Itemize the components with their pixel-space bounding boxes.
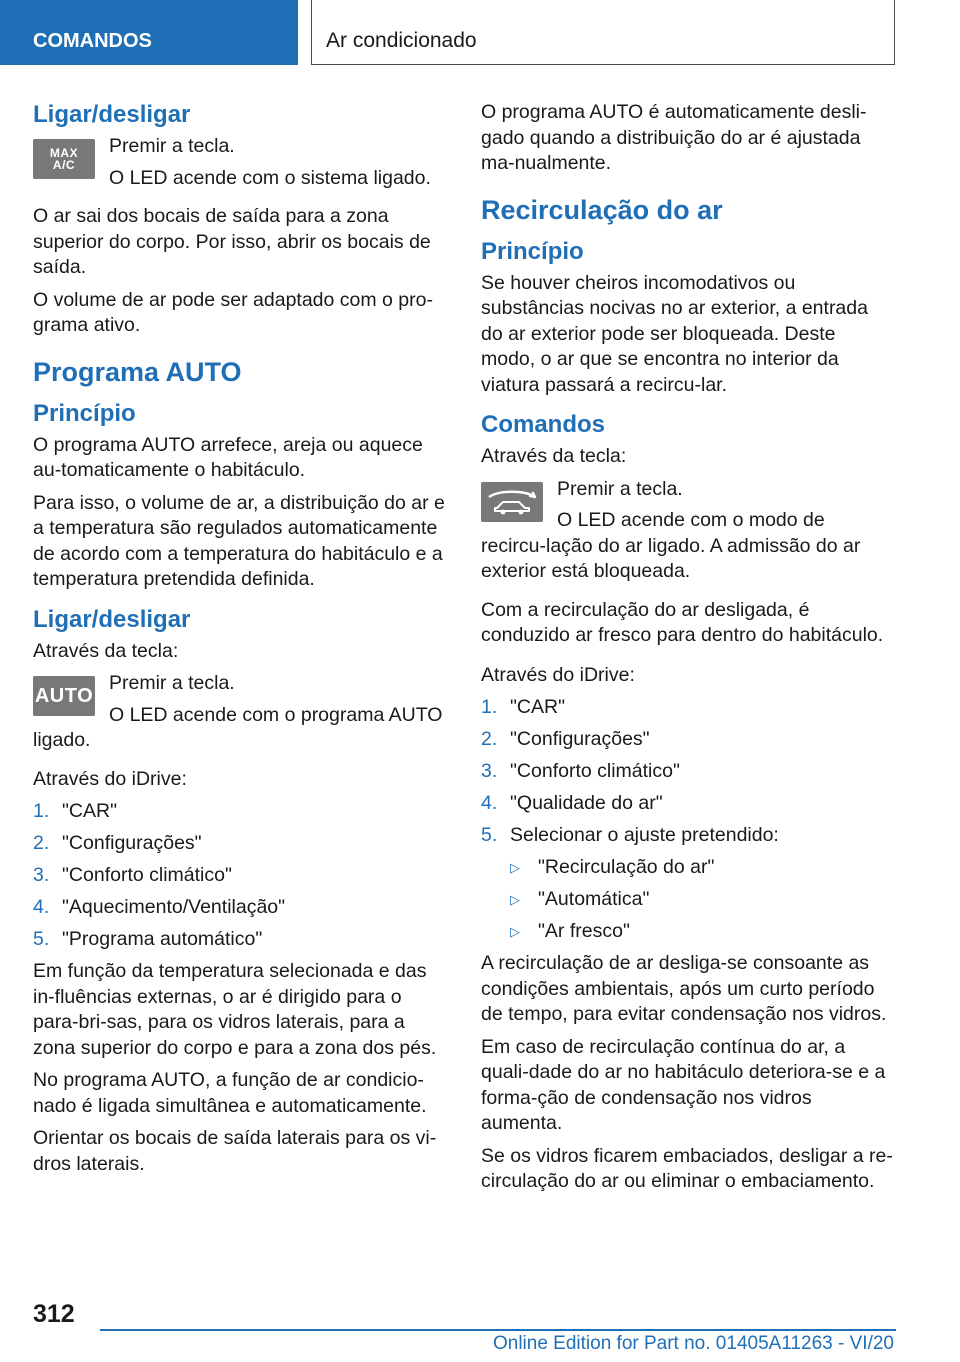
list-item (33, 799, 445, 825)
list-item (481, 695, 895, 721)
auto-paragraph-5: Orientar os bocais de saída laterais para os vi-dros laterais. (33, 1127, 437, 1175)
heading-recirculacao: Recirculação do ar (481, 194, 723, 225)
step-text: "Conforto climático" (510, 760, 680, 782)
step-text: "Configurações" (62, 832, 202, 854)
triangle-bullet-icon: ▷ (510, 860, 520, 875)
chapter-title: Ar condicionado (311, 0, 895, 65)
list-item (481, 791, 895, 817)
max-ac-key-icon (33, 139, 95, 179)
recirc-paragraph-5: Se os vidros ficarem embaciados, desligar a re-circulação do ar ou eliminar o embaciamento. (481, 1144, 893, 1192)
recirc-via-key-text: Através da tecla: (481, 445, 627, 467)
auto-paragraph-2: Para isso, o volume de ar, a distribuição do ar e a temperatura são regulados automaticamente de acordo com a temperatura do habitáculo e a temperatura pretendida definida. (33, 491, 445, 590)
recirc-paragraph-4: Em caso de recirculação contínua do ar, a quali-dade do ar no habitáculo deteriora-se e a forma-ção de condensação nos vidros aumenta. (481, 1035, 886, 1134)
list-item (33, 831, 445, 857)
list-item (33, 895, 445, 921)
auto-off-intro: O programa AUTO é automaticamente desli-gado quando a distribuição do ar é ajustada ma-nualmente. (481, 101, 867, 174)
heading-comandos: Comandos (481, 411, 606, 438)
maxac-paragraph-2: O volume de ar pode ser adaptado com o pro-grama ativo. (33, 288, 433, 336)
recirc-paragraph-3: A recirculação de ar desliga-se consoante as condições ambientais, após um curto período de tempo, para evitar condensação nos vidros. (481, 952, 887, 1025)
list-item (510, 919, 895, 945)
car-recirculation-icon (485, 487, 539, 517)
list-item (510, 887, 895, 913)
heading-principio-recirc: Princípio (481, 237, 584, 265)
recirc-steps-list (481, 695, 895, 849)
recirc-led-text: O LED acende com o modo de recircu-lação do ar ligado. A admissão do ar exterior está bloqueada. (481, 509, 861, 582)
auto-paragraph-4: No programa AUTO, a função de ar condicio-nado é ligada simultânea e automaticamente. (33, 1069, 427, 1117)
step-text: Selecionar o ajuste pretendido: (510, 824, 779, 846)
step-number: 4. (481, 792, 498, 814)
step-number: 3. (481, 760, 498, 782)
step-number: 3. (33, 864, 50, 886)
max-ac-key-line1: MAX (49, 146, 79, 160)
footer-edition: Online Edition for Part no. 01405A11263 - VI/20 (492, 1333, 894, 1354)
auto-key-icon (33, 676, 95, 716)
substep-text: "Recirculação do ar" (538, 856, 715, 878)
step-text: "Qualidade do ar" (510, 792, 663, 814)
left-column (33, 100, 445, 1184)
auto-press-text: Premir a tecla. (109, 672, 235, 694)
step-number: 1. (33, 800, 50, 822)
auto-led-text: O LED acende com o programa AUTO ligado. (33, 703, 443, 751)
step-number: 2. (33, 832, 50, 854)
recirc-substeps-list (481, 855, 895, 945)
step-number: 1. (481, 696, 498, 718)
step-number: 4. (33, 896, 50, 918)
auto-via-key-text: Através da tecla: (33, 639, 179, 662)
maxac-press-text: Premir a tecla. (109, 135, 235, 157)
recirculation-key-icon (481, 482, 543, 522)
auto-key-label: AUTO (34, 684, 94, 707)
max-ac-key-line2: A/C (52, 158, 76, 172)
step-text: "Conforto climático" (62, 864, 232, 886)
step-number: 5. (481, 824, 498, 846)
heading-ligar-desligar-auto: Ligar/desligar (33, 605, 191, 633)
maxac-paragraph-1: O ar sai dos bocais de saída para a zona superior do corpo. Por isso, abrir os bocais de saída. (33, 205, 431, 278)
step-text: "Programa automático" (62, 928, 263, 950)
heading-principio-auto: Princípio (33, 399, 136, 427)
triangle-bullet-icon: ▷ (510, 924, 520, 939)
auto-key-block (33, 671, 445, 760)
section-tab: COMANDOS (0, 0, 298, 65)
heading-programa-auto: Programa AUTO (33, 356, 242, 387)
substep-text: "Automática" (538, 888, 650, 910)
list-item (33, 863, 445, 889)
step-text: "CAR" (62, 800, 118, 822)
auto-steps-list (33, 799, 445, 953)
step-text: "Configurações" (510, 728, 650, 750)
right-column (481, 100, 895, 1202)
list-item (481, 823, 895, 849)
auto-paragraph-3: Em função da temperatura selecionada e das in-fluências externas, o ar é dirigido para o para-bri-sas, para os vidros laterais, para a zona superior do corpo e para a zona dos pés. (33, 960, 437, 1059)
recirc-via-idrive-text: Através do iDrive: (481, 663, 635, 686)
recirc-paragraph-2: Com a recirculação do ar desligada, é conduzido ar fresco para dentro do habitáculo. (481, 598, 884, 646)
auto-paragraph-1: O programa AUTO arrefece, areja ou aquece au-tomaticamente o habitáculo. (33, 433, 423, 481)
step-text: "CAR" (510, 696, 566, 718)
page-number: 312 (33, 1300, 75, 1328)
list-item (481, 759, 895, 785)
list-item (510, 855, 895, 881)
step-text: "Aquecimento/Ventilação" (62, 896, 286, 918)
step-number: 5. (33, 928, 50, 950)
substep-text: "Ar fresco" (538, 920, 630, 942)
heading-ligar-desligar-maxac: Ligar/desligar (33, 101, 191, 128)
triangle-bullet-icon: ▷ (510, 892, 520, 907)
step-number: 2. (481, 728, 498, 750)
maxac-led-text: O LED acende com o sistema ligado. (109, 166, 431, 189)
list-item (33, 927, 445, 953)
recirc-key-block (481, 477, 895, 591)
auto-via-idrive-text: Através do iDrive: (33, 767, 187, 790)
recirc-paragraph-1: Se houver cheiros incomodativos ou substâncias nocivas no ar exterior, a entrada do ar exterior pode ser bloqueada. Deste modo, o ar que se encontra no interior da viatura passará a recircu-lar. (481, 271, 868, 396)
recirc-press-text: Premir a tecla. (557, 477, 683, 500)
maxac-key-block (33, 134, 445, 197)
footer-divider (100, 1329, 896, 1331)
list-item (481, 727, 895, 753)
